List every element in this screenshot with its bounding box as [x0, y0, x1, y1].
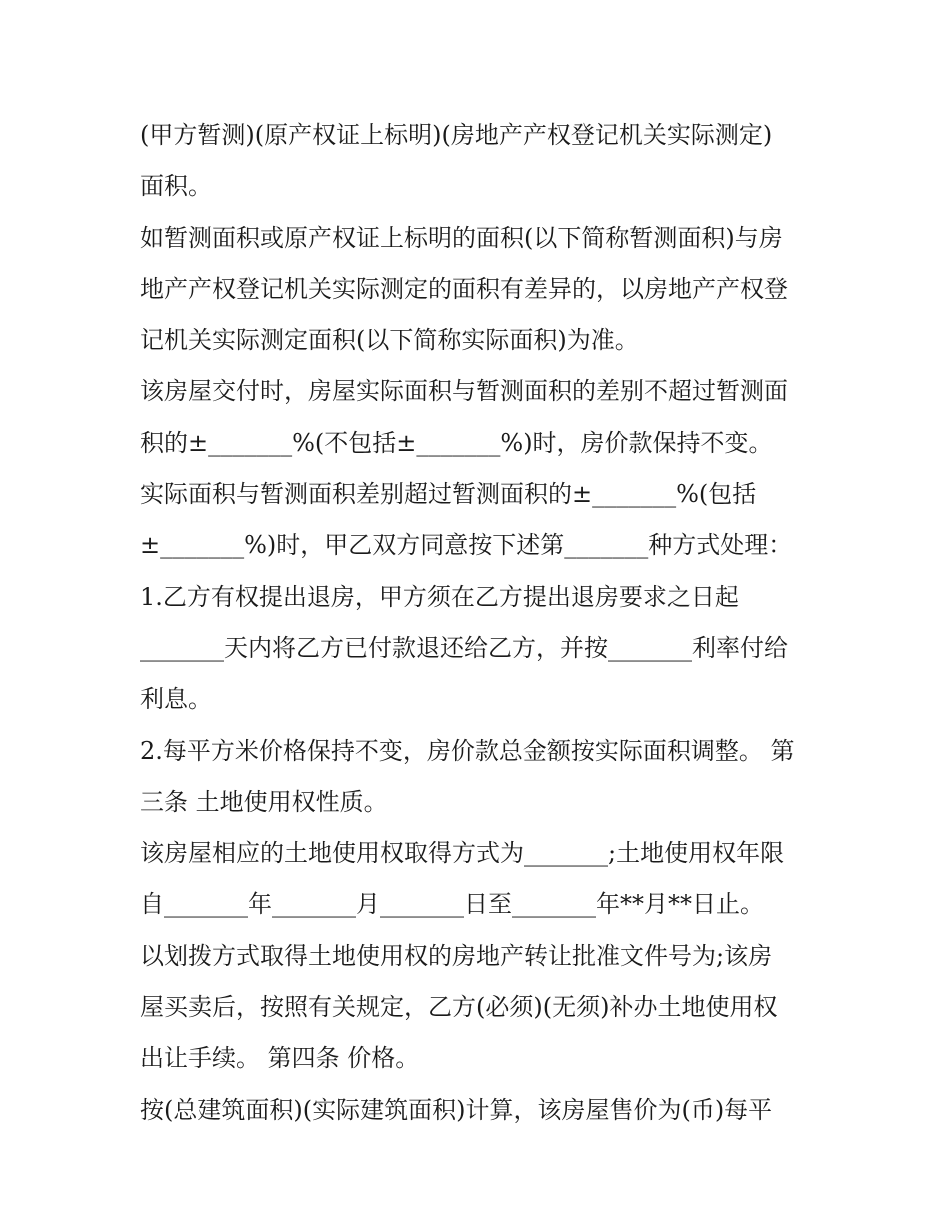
text-line: (甲方暂测)(原产权证上标明)(房地产产权登记机关实际测定): [140, 121, 773, 149]
text-line: 积的±_______%(不包括±_______%)时，房价款保持不变。: [140, 428, 773, 457]
text-line: 利息。: [140, 685, 212, 714]
text-line: 面积。: [140, 172, 212, 201]
paragraph-land-use-rights: [140, 828, 820, 931]
paragraph-exceed-tolerance: [140, 469, 820, 572]
text-line: 屋买卖后，按照有关规定，乙方(必须)(无须)补办土地使用权: [140, 993, 778, 1022]
paragraph-price: [140, 1085, 820, 1136]
text-line: 2.每平方米价格保持不变，房价款总金额按实际面积调整。 第: [140, 736, 795, 765]
paragraph-option-1-refund: [140, 572, 820, 726]
paragraph-area-discrepancy: [140, 213, 820, 367]
text-line: 自_______年_______月_______日至_______年**月**日止。: [140, 890, 764, 919]
text-line: ±_______%)时，甲乙双方同意按下述第_______种方式处理：: [140, 531, 793, 560]
text-line: 如暂测面积或原产权证上标明的面积(以下简称暂测面积)与房: [140, 223, 783, 252]
text-line: 该房屋交付时，房屋实际面积与暂测面积的差别不超过暂测面: [140, 377, 788, 406]
text-line: 以划拨方式取得土地使用权的房地产转让批准文件号为;该房: [140, 941, 773, 970]
text-line: 出让手续。 第四条 价格。: [140, 1044, 420, 1073]
text-line: 按(总建筑面积)(实际建筑面积)计算，该房屋售价为(币)每平: [140, 1095, 773, 1124]
text-line: _______天内将乙方已付款退还给乙方，并按_______利率付给: [140, 633, 788, 662]
paragraph-allocated-land: [140, 931, 820, 1085]
text-line: 1.乙方有权提出退房，甲方须在乙方提出退房要求之日起: [140, 582, 739, 611]
paragraph-delivery-tolerance: [140, 366, 820, 469]
paragraph-area-measurement: [140, 110, 820, 213]
paragraph-option-2-adjust: [140, 726, 820, 829]
text-line: 实际面积与暂测面积差别超过暂测面积的±_______%(包括: [140, 480, 757, 509]
document-body: [140, 110, 820, 1136]
text-line: 记机关实际测定面积(以下简称实际面积)为准。: [140, 326, 639, 355]
text-line: 该房屋相应的土地使用权取得方式为_______;土地使用权年限: [140, 839, 785, 868]
text-line: 地产产权登记机关实际测定的面积有差异的，以房地产产权登: [140, 274, 788, 303]
text-line: 三条 土地使用权性质。: [140, 787, 388, 816]
